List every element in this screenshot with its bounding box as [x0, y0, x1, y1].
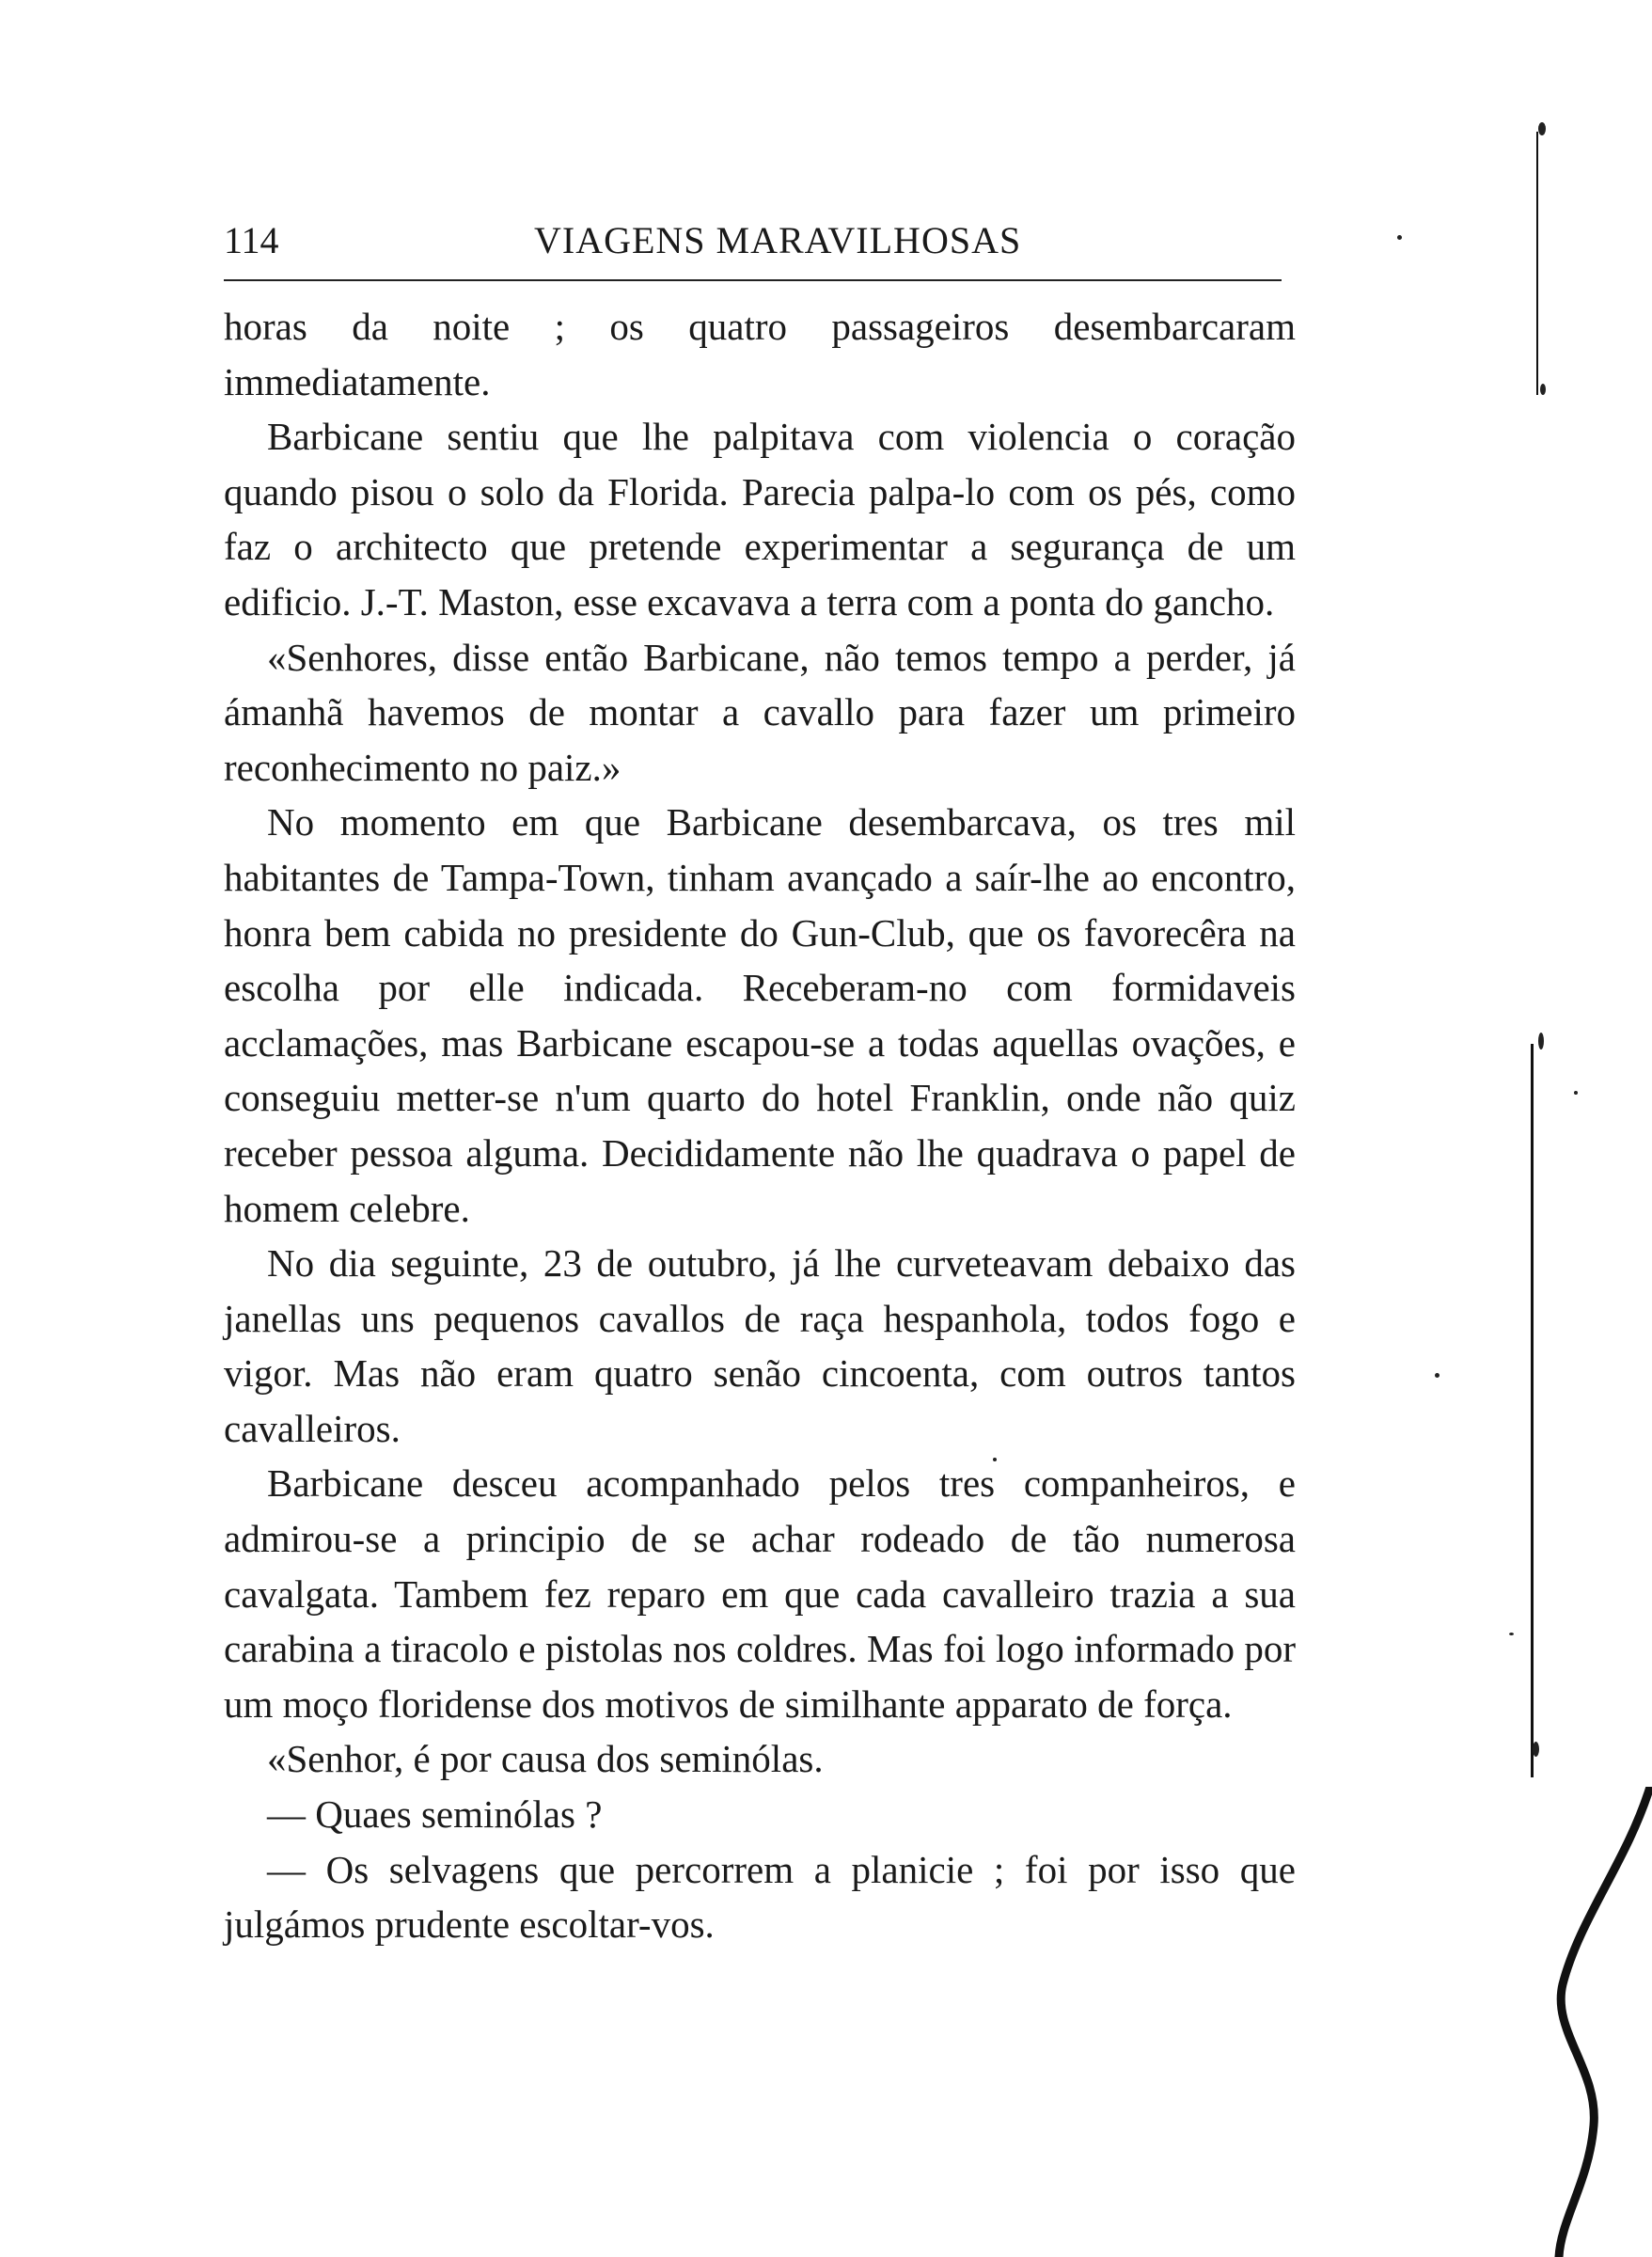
running-title: VIAGENS MARAVILHOSAS	[534, 219, 1022, 261]
paragraph: No momento em que Barbicane desembarcava, os tres mil habitantes de Tampa-Town, tinham avançado a saír-lhe ao encontro, honra bem cabida no presidente do Gun-Club, que os favorecêra na escolha por elle indicada. Receberam-no com formidaveis acclamações, mas Barbicane escapou-se a todas aquellas ovações, e conseguiu metter-se n'um quarto do hotel Franklin, onde não quiz receber pessoa alguma. Decididamente não lhe quadrava o papel de homem celebre.	[224, 800, 1296, 1230]
paragraph: No dia seguinte, 23 de outubro, já lhe curveteavam debaixo das janellas uns pequenos cavallos de raça hespanhola, todos fogo e vigor. Mas não eram quatro senão cincoenta, com outros tantos cavalleiros.	[224, 1241, 1296, 1450]
paragraph: Barbicane desceu acompanhado pelos tres companheiros, e admirou-se a principio de se achar rodeado de tão numerosa cavalgata. Tambem fez reparo em que cada cavalleiro trazia a sua carabina a tiracolo e pistolas nos coldres. Mas foi logo informado por um moço floridense dos motivos de similhante apparato de força.	[224, 1461, 1296, 1726]
paragraph: «Senhor, é por causa dos seminólas.	[267, 1737, 824, 1781]
paragraph: Barbicane sentiu que lhe palpitava com violencia o coração quando pisou o solo da Florida. Parecia palpa-lo com os pés, como faz o architecto que pretende experimentar a segurança de um edificio. J.-T. Maston, esse excavava a terra com a ponta do gancho.	[224, 415, 1296, 623]
page-header	[224, 214, 1282, 267]
page-number: 114	[224, 219, 279, 261]
paragraph: horas da noite ; os quatro passageiros desembarcaram immediatamente.	[224, 305, 1296, 403]
paragraph: — Os selvagens que percorrem a planicie ; foi por isso que julgámos prudente escoltar-vos.	[224, 1847, 1296, 1947]
body-text	[224, 299, 1296, 1952]
paragraph: — Quaes seminólas ?	[267, 1792, 603, 1837]
header-rule	[224, 279, 1282, 281]
paragraph: «Senhores, disse então Barbicane, não temos tempo a perder, já ámanhã havemos de montar a cavallo para fazer um primeiro reconhecimento no paiz.»	[224, 635, 1296, 789]
